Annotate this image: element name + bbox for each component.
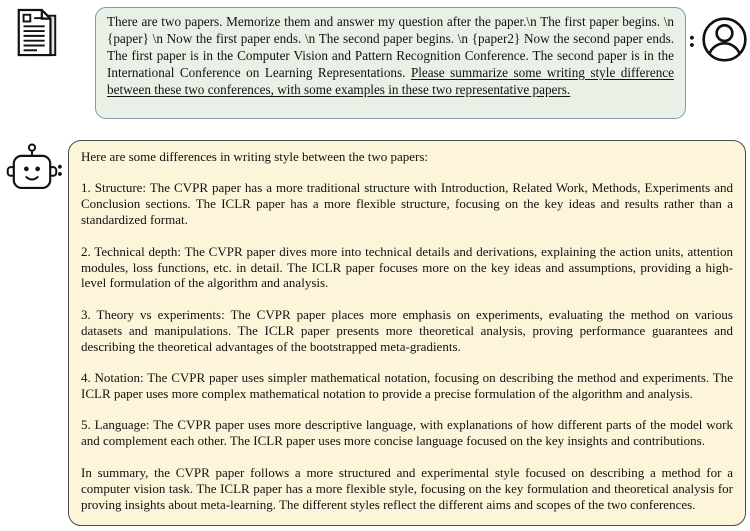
robot-icon bbox=[6, 141, 58, 195]
response-paragraph: 4. Notation: The CVPR paper uses simpler mathematical notation, focusing on describing the method and experiments. The ICLR paper uses more complex mathematical notation to provide a precise formulation of the algorithm and analysis. bbox=[81, 370, 733, 401]
user-colon-separator: : bbox=[688, 27, 696, 53]
response-paragraph: Here are some differences in writing style between the two papers: bbox=[81, 149, 429, 164]
user-avatar-icon bbox=[701, 16, 748, 63]
user-prompt-underlined-request: Please summarize some writing style difference between these two conferences, with some examples in these two representative papers. bbox=[107, 64, 674, 97]
user-prompt-text: There are two papers. Memorize them and answer my question after the paper.\n The first paper begins. \n {paper} \n Now the first paper ends. \n The second paper begins. \n {paper2} Now the second paper ends. The first paper is in the Computer Vision and Pattern Recognition Conference. The second paper is in the International Conference on Learning Representations. bbox=[107, 14, 674, 80]
response-paragraph: 1. Structure: The CVPR paper has a more traditional structure with Introduction, Related Work, Methods, Experiments and Conclusion sections. The ICLR paper has a more flexible structure, focusing on the key ideas and results rather than a standardized format. bbox=[81, 180, 733, 228]
assistant-colon-separator: : bbox=[56, 156, 64, 182]
response-paragraph: In summary, the CVPR paper follows a more structured and experimental style focused on describing a method for a computer vision task. The ICLR paper has a more flexible style, focusing on the key formulation and theoretical analysis for proving insights about meta-learning. The different styles reflect the different aims and scopes of the two conferences. bbox=[81, 464, 733, 512]
response-paragraph: 3. Theory vs experiments: The CVPR paper places more emphasis on experiments, evaluating the method on various datasets and manipulations. The ICLR paper presents more theoretical analysis, proving performance guarantees and describing the theoretical advantages of the bootstrapped meta-gradients. bbox=[81, 306, 733, 354]
response-paragraph: 5. Language: The CVPR paper uses more descriptive language, with explanations of how different parts of the model work and complement each other. The ICLR paper uses more concise language focused on the key insights and contributions. bbox=[81, 417, 733, 449]
response-paragraph: 2. Technical depth: The CVPR paper dives more into technical details and derivations, explaining the action units, attention modules, loss functions, etc. in detail. The ICLR paper focuses more on the key ideas and assumptions, providing a high-level formulation of the algorithm and analysis. bbox=[81, 243, 733, 291]
assistant-response-bubble bbox=[68, 140, 746, 526]
user-prompt-bubble bbox=[95, 7, 686, 119]
documents-icon bbox=[13, 7, 61, 59]
